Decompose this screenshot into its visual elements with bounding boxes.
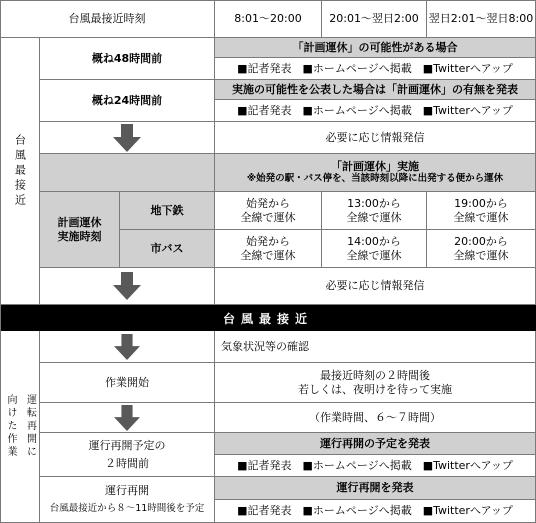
time-slot-2: 20:01〜翌日2:00 [322, 0, 427, 38]
down-arrow-icon [113, 124, 141, 152]
subway-cell-1 [215, 192, 322, 230]
side-label-resume-left: 向けた作業 [5, 394, 16, 459]
time-slot-1: 8:01〜20:00 [215, 0, 322, 38]
down-arrow-icon [113, 334, 141, 360]
subway-cell-2-time: 13:00から [347, 196, 401, 210]
side-label-resume [0, 331, 40, 523]
subway-cell-3-text: 全線で運休 [453, 210, 509, 224]
subway-cell-3-time: 19:00から [454, 196, 508, 210]
row-24h-channels: ■記者発表 ■ホームページへ掲載 ■Twitterへアップ [215, 100, 536, 122]
bus-cell-2-text: 全線で運休 [346, 248, 402, 262]
subway-cell-3 [427, 192, 536, 230]
as-needed-1: 必要に応じ情報発信 [215, 122, 536, 154]
pre-notice-channels: ■記者発表 ■ホームページへ掲載 ■Twitterへアップ [215, 455, 536, 477]
side-label-resume-right: 運転再開に [24, 394, 36, 459]
row-24h-label: 概ね24時間前 [40, 80, 215, 122]
work-start-label: 作業開始 [40, 363, 215, 403]
resume-channels: ■記者発表 ■ホームページへ掲載 ■Twitterへアップ [215, 500, 536, 523]
work-start-line1: 最接近時刻の２時間後 [320, 368, 430, 382]
as-needed-2: 必要に応じ情報発信 [215, 268, 536, 305]
subway-cell-2-text: 全線で運休 [346, 210, 402, 224]
side-label-approach-text: 台風最接近 [13, 133, 27, 209]
bus-cell-3 [427, 230, 536, 268]
work-start-detail [215, 363, 536, 403]
bus-cell-3-time: 20:00から [454, 234, 508, 248]
pre-notice-heading: 運行再開の予定を発表 [215, 433, 536, 455]
plan-left-blank [40, 154, 215, 192]
plan-heading-cell [215, 154, 536, 192]
weather-check: 気象状況等の確認 [215, 331, 536, 363]
subway-cell-2 [322, 192, 427, 230]
resume-heading: 運行再開を発表 [215, 477, 536, 500]
resume-label-line1: 運行再開 [105, 483, 149, 497]
plan-time-label-line1: 計画運休 [57, 215, 102, 229]
work-start-line2: 若しくは、夜明けを待って実施 [298, 382, 452, 396]
bus-cell-3-text: 全線で運休 [453, 248, 509, 262]
header-label: 台風最接近時刻 [0, 0, 215, 38]
bus-cell-2-time: 14:00から [347, 234, 401, 248]
row-48h-heading: 「計画運休」の可能性がある場合 [215, 38, 536, 58]
subway-cell-1-time: 始発から [246, 196, 290, 210]
pre-notice-label-line1: 運行再開予定の [88, 438, 166, 452]
typhoon-closest-banner: 台風最接近 [0, 305, 536, 331]
plan-heading: 「計画運休」実施 [331, 159, 419, 173]
subway-cell-1-text: 全線で運休 [240, 210, 296, 224]
row-48h-label: 概ね48時間前 [40, 38, 215, 80]
plan-note: ※始発の駅・バス停を、当該時刻以降に出発する便から運休 [246, 173, 504, 185]
bus-cell-1-text: 全線で運休 [240, 248, 296, 262]
bus-cell-1 [215, 230, 322, 268]
row-48h-channels: ■記者発表 ■ホームページへ掲載 ■Twitterへアップ [215, 58, 536, 80]
down-arrow-icon [113, 270, 141, 302]
resume-label-line2: 台風最接近から８〜11時間後を予定 [49, 503, 205, 515]
plan-time-label-line2: 実施時刻 [57, 229, 102, 243]
bus-cell-1-time: 始発から [246, 234, 290, 248]
bus-cell-2 [322, 230, 427, 268]
row-24h-heading: 実施の可能性を公表した場合は「計画運休」の有無を発表 [215, 80, 536, 100]
work-time: （作業時間、６〜７時間） [215, 403, 536, 433]
pre-notice-label [40, 433, 215, 477]
side-label-approach [0, 38, 40, 305]
down-arrow-icon [113, 405, 141, 431]
plan-time-label [40, 192, 120, 268]
resume-label [40, 477, 215, 523]
pre-notice-label-line2: ２時間前 [105, 456, 149, 470]
subway-label: 地下鉄 [120, 192, 215, 230]
bus-label: 市バス [120, 230, 215, 268]
time-slot-3: 翌日2:01〜翌日8:00 [427, 0, 536, 38]
